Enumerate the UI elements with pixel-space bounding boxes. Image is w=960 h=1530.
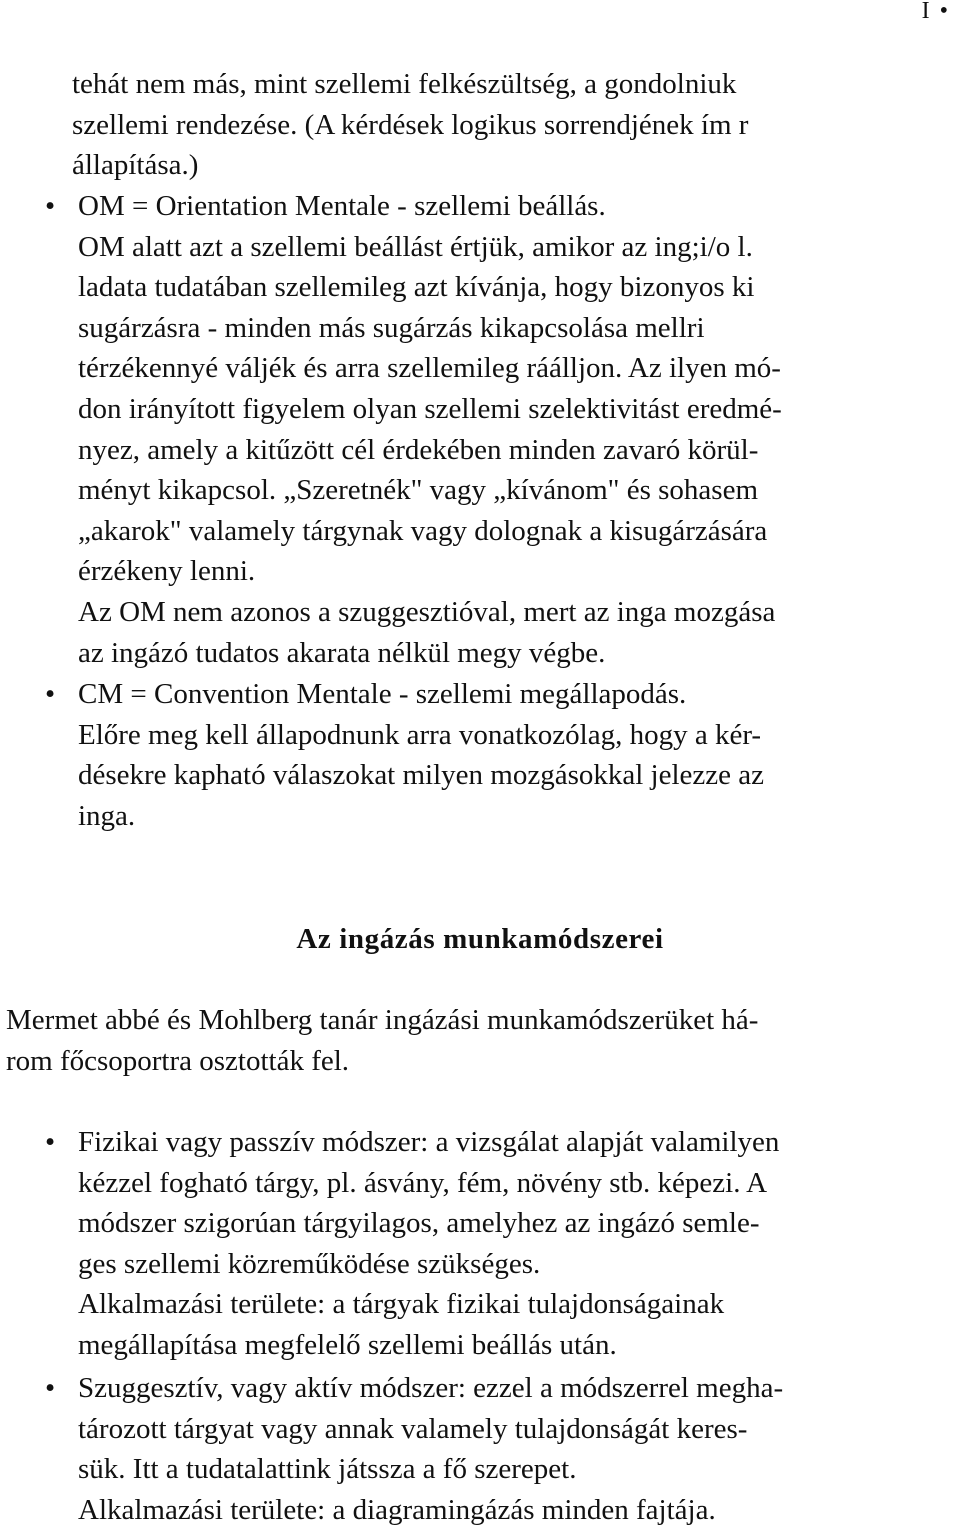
cm-paragraph: [78, 674, 764, 836]
suggestive-method-paragraph: [78, 1368, 783, 1530]
text-line: tározott tárgyat vagy annak valamely tulajdonságát keres-: [78, 1412, 748, 1445]
bullet-physical-method: •: [45, 1126, 56, 1158]
text-line: rom főcsoportra osztották fel.: [6, 1044, 350, 1077]
text-line: Előre meg kell állapodnunk arra vonatkozólag, hogy a kér-: [78, 718, 762, 751]
text-line: ladata tudatában szellemileg azt kívánja, hogy bizonyos ki: [78, 271, 755, 304]
text-line: ményt kikapcsol. „Szeretnék" vagy „kívánom" és sohasem: [78, 474, 759, 507]
bullet-om: •: [45, 190, 56, 222]
intro-paragraph: [6, 1000, 758, 1081]
text-line: állapítása.): [72, 149, 199, 182]
text-line: Szuggesztív, vagy aktív módszer: ezzel a módszerrel megha-: [78, 1372, 784, 1404]
text-line: Az OM nem azonos a szuggesztióval, mert az inga mozgása: [78, 595, 776, 628]
text-line: tehát nem más, mint szellemi felkészültség, a gondolniuk: [72, 68, 737, 100]
om-paragraph: [78, 186, 782, 673]
text-line: OM alatt azt a szellemi beállást értjük, amikor az ing;i/o l.: [78, 230, 753, 263]
text-line: érzékeny lenni.: [78, 555, 256, 588]
text-line: térzékennyé váljék és arra szellemileg ráálljon. Az ilyen mó-: [78, 352, 781, 385]
physical-method-paragraph: [78, 1122, 779, 1366]
text-line: CM = Convention Mentale - szellemi megállapodás.: [78, 678, 687, 710]
text-line: OM = Orientation Mentale - szellemi beállás.: [78, 190, 606, 222]
text-line: Fizikai vagy passzív módszer: a vizsgálat alapját valamilyen: [78, 1126, 780, 1158]
page-corner-mark: I •: [921, 0, 950, 24]
text-line: nyez, amely a kitűzött cél érdekében minden zavaró körül-: [78, 433, 759, 466]
text-line: désekre kapható válaszokat milyen mozgásokkal jelezze az: [78, 759, 765, 792]
text-line: módszer szigorúan tárgyilagos, amelyhez az ingázó semle-: [78, 1207, 760, 1240]
continuation-paragraph: [72, 64, 748, 186]
text-line: Mermet abbé és Mohlberg tanár ingázási munkamódszerüket há-: [6, 1004, 759, 1036]
text-line: ges szellemi közreműködése szükséges.: [78, 1247, 541, 1280]
text-line: „akarok" valamely tárgynak vagy dolognak a kisugárzására: [78, 514, 768, 547]
text-line: Alkalmazási területe: a diagramingázás minden fajtája.: [78, 1493, 716, 1526]
bullet-suggestive-method: •: [45, 1372, 56, 1404]
text-line: Alkalmazási területe: a tárgyak fizikai tulajdonságainak: [78, 1288, 725, 1321]
text-line: az ingázó tudatos akarata nélkül megy végbe.: [78, 636, 606, 669]
text-line: szellemi rendezése. (A kérdések logikus sorrendjének ím r: [72, 108, 749, 141]
text-line: inga.: [78, 799, 136, 832]
text-line: megállapítása megfelelő szellemi beállás után.: [78, 1328, 617, 1361]
text-line: kézzel fogható tárgy, pl. ásvány, fém, növény stb. képezi. A: [78, 1166, 768, 1199]
bullet-cm: •: [45, 678, 56, 710]
text-line: don irányított figyelem olyan szellemi szelektivitást eredmé-: [78, 392, 782, 425]
text-line: sük. Itt a tudatalattink játssza a fő szerepet.: [78, 1453, 577, 1486]
section-heading: Az ingázás munkamódszerei: [296, 923, 664, 955]
text-line: sugárzásra - minden más sugárzás kikapcsolása mellri: [78, 311, 705, 344]
